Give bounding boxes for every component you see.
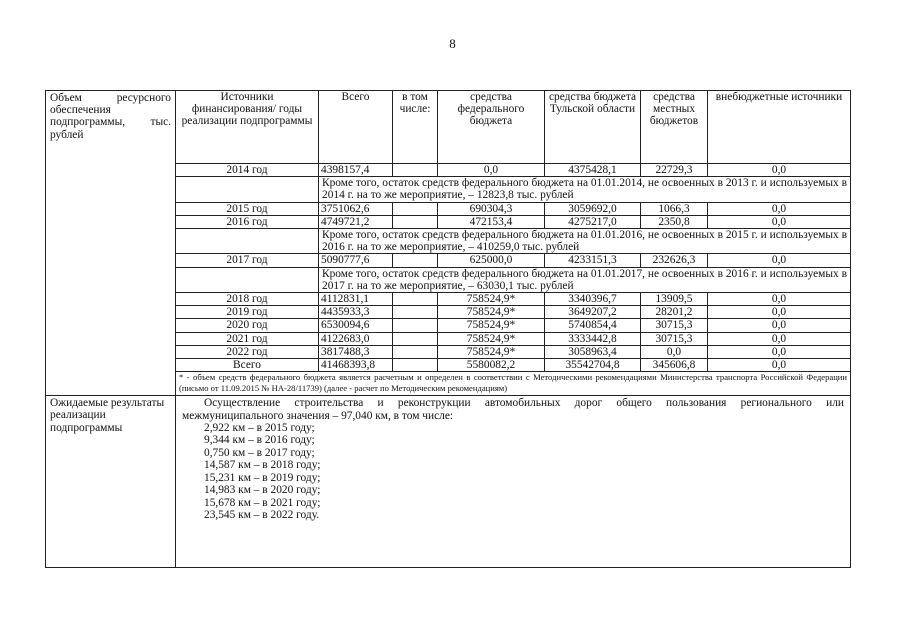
including-cell xyxy=(393,254,438,267)
note-spacer xyxy=(176,177,319,202)
federal-cell: 758524,9* xyxy=(438,293,545,306)
header-local: средства местных бюджетов xyxy=(641,91,708,164)
note-spacer xyxy=(176,229,319,254)
note-spacer xyxy=(176,267,319,292)
regional-cell: 4275217,0 xyxy=(545,215,641,228)
local-cell: 30715,3 xyxy=(641,332,708,345)
extra-cell: 0,0 xyxy=(708,202,851,215)
header-regional: средства бюджета Тульской области xyxy=(545,91,641,164)
results-item: 0,750 км – в 2017 году; xyxy=(204,446,315,459)
resource-label: Объем ресурсного обеспечения подпрограммы, тыс. рублей xyxy=(46,91,176,396)
local-cell: 28201,2 xyxy=(641,306,708,319)
subprogram-passport-table xyxy=(45,90,851,568)
local-cell: 2350,8 xyxy=(641,215,708,228)
including-cell xyxy=(393,164,438,177)
results-row xyxy=(46,396,851,568)
results-intro: Осуществление строительства и реконструкции автомобильных дорог общего пользования регионального или межмуниципального значения – 97,040 км, в том числе: xyxy=(182,397,844,422)
year-cell: 2022 год xyxy=(176,345,319,358)
extra-cell: 0,0 xyxy=(708,319,851,332)
federal-cell: 625000,0 xyxy=(438,254,545,267)
results-content xyxy=(176,396,851,568)
year-cell: 2020 год xyxy=(176,319,319,332)
regional-cell: 5740854,4 xyxy=(545,319,641,332)
results-item: 14,587 км – в 2018 году; xyxy=(204,459,321,472)
local-cell: 13909,5 xyxy=(641,293,708,306)
year-cell: 2014 год xyxy=(176,164,319,177)
local-cell: 345606,8 xyxy=(641,359,708,372)
header-sources: Источники финансирования/ годы реализации подпрограммы xyxy=(176,91,319,164)
total-cell: 4112831,1 xyxy=(319,293,393,306)
federal-cell: 0,0 xyxy=(438,164,545,177)
regional-cell: 3649207,2 xyxy=(545,306,641,319)
year-cell: 2021 год xyxy=(176,332,319,345)
including-cell xyxy=(393,202,438,215)
total-cell: 3817488,3 xyxy=(319,345,393,358)
federal-cell: 758524,9* xyxy=(438,332,545,345)
total-cell: 4749721,2 xyxy=(319,215,393,228)
results-item: 15,678 км – в 2021 году; xyxy=(204,496,321,509)
total-cell: 4435933,3 xyxy=(319,306,393,319)
header-federal: средства федерального бюджета xyxy=(438,91,545,164)
year-cell: Всего xyxy=(176,359,319,372)
note-text: Кроме того, остаток средств федерального бюджета на 01.01.2014, не освоенных в 2013 г. и используемых в 2014 г. на то же мероприятие, – 12823,8 тыс. рублей xyxy=(319,177,851,202)
year-cell: 2017 год xyxy=(176,254,319,267)
total-cell: 5090777,6 xyxy=(319,254,393,267)
regional-cell: 3340396,7 xyxy=(545,293,641,306)
year-cell: 2019 год xyxy=(176,306,319,319)
extra-cell: 0,0 xyxy=(708,254,851,267)
total-cell: 3751062,6 xyxy=(319,202,393,215)
year-cell: 2018 год xyxy=(176,293,319,306)
federal-cell: 5580082,2 xyxy=(438,359,545,372)
total-cell: 4398157,4 xyxy=(319,164,393,177)
federal-cell: 690304,3 xyxy=(438,202,545,215)
including-cell xyxy=(393,319,438,332)
local-cell: 0,0 xyxy=(641,345,708,358)
local-cell: 22729,3 xyxy=(641,164,708,177)
footnote: * - объем средств федерального бюджета является расчетным и определен в соответствии с Методическими рекомендациями Министерства транспорта Российской Федерации (письмо от 11.09.2015 № НА-28/11739) (далее - расчет по Методическим рекомендациям) xyxy=(176,372,851,396)
federal-cell: 758524,9* xyxy=(438,345,545,358)
local-cell: 30715,3 xyxy=(641,319,708,332)
including-cell xyxy=(393,293,438,306)
federal-cell: 758524,9* xyxy=(438,306,545,319)
note-text: Кроме того, остаток средств федерального бюджета на 01.01.2016, не освоенных в 2015 г. и используемых в 2016 г. на то же мероприятие, – 410259,0 тыс. рублей xyxy=(319,229,851,254)
results-item: 9,344 км – в 2016 году; xyxy=(204,434,315,447)
extra-cell: 0,0 xyxy=(708,293,851,306)
including-cell xyxy=(393,359,438,372)
regional-cell: 3059692,0 xyxy=(545,202,641,215)
local-cell: 1066,3 xyxy=(641,202,708,215)
extra-cell: 0,0 xyxy=(708,332,851,345)
total-cell: 41468393,8 xyxy=(319,359,393,372)
header-total: Всего xyxy=(319,91,393,164)
header-row xyxy=(46,91,851,164)
including-cell xyxy=(393,332,438,345)
results-item: 23,545 км – в 2022 году. xyxy=(204,508,320,521)
extra-cell: 0,0 xyxy=(708,306,851,319)
regional-cell: 4233151,3 xyxy=(545,254,641,267)
results-label: Ожидаемые результаты реализации подпрограммы xyxy=(46,396,176,568)
including-cell xyxy=(393,215,438,228)
note-text: Кроме того, остаток средств федерального бюджета на 01.01.2017, не освоенных в 2016 г. и используемых в 2017 г. на то же мероприятие, – 63030,1 тыс. рублей xyxy=(319,267,851,292)
results-item: 2,922 км – в 2015 году; xyxy=(204,422,315,435)
year-cell: 2016 год xyxy=(176,215,319,228)
regional-cell: 4375428,1 xyxy=(545,164,641,177)
header-including: в том числе: xyxy=(393,91,438,164)
total-cell: 6530094,6 xyxy=(319,319,393,332)
regional-cell: 3333442,8 xyxy=(545,332,641,345)
total-cell: 4122683,0 xyxy=(319,332,393,345)
extra-cell: 0,0 xyxy=(708,215,851,228)
including-cell xyxy=(393,306,438,319)
results-item: 14,983 км – в 2020 году; xyxy=(204,484,321,497)
federal-cell: 758524,9* xyxy=(438,319,545,332)
including-cell xyxy=(393,345,438,358)
extra-cell: 0,0 xyxy=(708,164,851,177)
local-cell: 232626,3 xyxy=(641,254,708,267)
regional-cell: 3058963,4 xyxy=(545,345,641,358)
page-number: 8 xyxy=(449,36,456,51)
federal-cell: 472153,4 xyxy=(438,215,545,228)
results-item: 15,231 км – в 2019 году; xyxy=(204,471,321,484)
header-extra: внебюджетные источники xyxy=(708,91,851,164)
extra-cell: 0,0 xyxy=(708,359,851,372)
regional-cell: 35542704,8 xyxy=(545,359,641,372)
year-cell: 2015 год xyxy=(176,202,319,215)
extra-cell: 0,0 xyxy=(708,345,851,358)
